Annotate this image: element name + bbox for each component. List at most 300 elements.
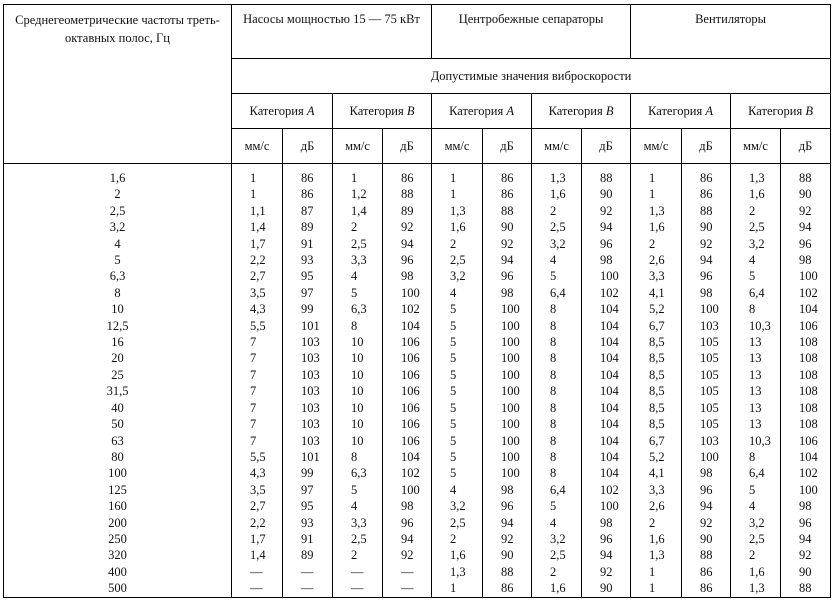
table-row bbox=[4, 449, 831, 465]
unit-header-mm-s: мм/с bbox=[232, 129, 283, 164]
velocity-mm-s-cell: 2,6 bbox=[631, 498, 682, 514]
velocity-mm-s-cell: 1 bbox=[333, 164, 383, 187]
velocity-db-cell: 87 bbox=[283, 203, 333, 219]
velocity-mm-s-cell: 7 bbox=[232, 400, 283, 416]
velocity-db-cell: — bbox=[283, 580, 333, 597]
velocity-db-cell: 104 bbox=[582, 400, 631, 416]
velocity-db-cell: 98 bbox=[682, 285, 731, 301]
velocity-db-cell: 103 bbox=[283, 433, 333, 449]
velocity-mm-s-cell: 3,3 bbox=[631, 268, 682, 284]
velocity-db-cell: 94 bbox=[781, 531, 831, 547]
velocity-db-cell: 108 bbox=[781, 400, 831, 416]
velocity-db-cell: 97 bbox=[283, 285, 333, 301]
table-row bbox=[4, 318, 831, 334]
velocity-mm-s-cell: 8,5 bbox=[631, 383, 682, 399]
velocity-mm-s-cell: 4 bbox=[532, 252, 582, 268]
velocity-db-cell: 94 bbox=[781, 219, 831, 235]
velocity-mm-s-cell: 6,4 bbox=[532, 285, 582, 301]
velocity-mm-s-cell: 3,3 bbox=[631, 482, 682, 498]
velocity-mm-s-cell: 1,6 bbox=[432, 219, 483, 235]
category-label: Категория bbox=[249, 103, 307, 118]
velocity-db-cell: 96 bbox=[682, 268, 731, 284]
category-letter: A bbox=[506, 103, 514, 118]
table-row bbox=[4, 400, 831, 416]
velocity-mm-s-cell: 1 bbox=[631, 564, 682, 580]
table-row bbox=[4, 236, 831, 252]
frequency-cell: 250 bbox=[4, 531, 232, 547]
unit-header-db: дБ bbox=[781, 129, 831, 164]
velocity-db-cell: 88 bbox=[781, 164, 831, 187]
velocity-mm-s-cell: 1,6 bbox=[432, 547, 483, 563]
velocity-mm-s-cell: 5 bbox=[432, 416, 483, 432]
velocity-db-cell: 108 bbox=[781, 334, 831, 350]
velocity-db-cell: 96 bbox=[483, 268, 532, 284]
velocity-db-cell: 94 bbox=[582, 547, 631, 563]
velocity-mm-s-cell: — bbox=[232, 564, 283, 580]
table-row bbox=[4, 416, 831, 432]
velocity-db-cell: — bbox=[383, 580, 432, 597]
velocity-mm-s-cell: 5,2 bbox=[631, 301, 682, 317]
velocity-db-cell: 105 bbox=[682, 334, 731, 350]
velocity-mm-s-cell: 3,2 bbox=[432, 498, 483, 514]
velocity-mm-s-cell: 5 bbox=[532, 498, 582, 514]
velocity-mm-s-cell: 10 bbox=[333, 400, 383, 416]
velocity-mm-s-cell: 4 bbox=[432, 482, 483, 498]
velocity-db-cell: 104 bbox=[582, 367, 631, 383]
unit-header-db: дБ bbox=[383, 129, 432, 164]
unit-header-db: дБ bbox=[283, 129, 333, 164]
velocity-db-cell: 106 bbox=[383, 367, 432, 383]
velocity-db-cell: 100 bbox=[483, 350, 532, 366]
velocity-mm-s-cell: 1,7 bbox=[232, 236, 283, 252]
velocity-mm-s-cell: 13 bbox=[731, 350, 781, 366]
velocity-db-cell: 102 bbox=[781, 285, 831, 301]
velocity-db-cell: 105 bbox=[682, 367, 731, 383]
frequency-cell: 50 bbox=[4, 416, 232, 432]
velocity-db-cell: 88 bbox=[383, 186, 432, 202]
velocity-mm-s-cell: 2 bbox=[532, 564, 582, 580]
velocity-mm-s-cell: 8 bbox=[731, 301, 781, 317]
velocity-db-cell: 93 bbox=[283, 252, 333, 268]
velocity-db-cell: 101 bbox=[283, 449, 333, 465]
velocity-mm-s-cell: 5 bbox=[333, 285, 383, 301]
velocity-mm-s-cell: 3,5 bbox=[232, 482, 283, 498]
velocity-mm-s-cell: 2 bbox=[731, 203, 781, 219]
velocity-db-cell: 98 bbox=[483, 285, 532, 301]
velocity-mm-s-cell: 1 bbox=[631, 186, 682, 202]
velocity-mm-s-cell: 1 bbox=[432, 186, 483, 202]
velocity-mm-s-cell: 7 bbox=[232, 433, 283, 449]
velocity-db-cell: 90 bbox=[781, 564, 831, 580]
velocity-mm-s-cell: 4 bbox=[432, 285, 483, 301]
velocity-db-cell: 94 bbox=[383, 236, 432, 252]
velocity-db-cell: 106 bbox=[781, 318, 831, 334]
velocity-db-cell: 106 bbox=[383, 350, 432, 366]
frequency-cell: 10 bbox=[4, 301, 232, 317]
velocity-mm-s-cell: — bbox=[232, 580, 283, 597]
velocity-db-cell: 103 bbox=[283, 334, 333, 350]
velocity-db-cell: 100 bbox=[582, 268, 631, 284]
table-row bbox=[4, 547, 831, 563]
frequency-cell: 12,5 bbox=[4, 318, 232, 334]
velocity-mm-s-cell: 10 bbox=[333, 334, 383, 350]
velocity-db-cell: 101 bbox=[283, 318, 333, 334]
velocity-mm-s-cell: 2 bbox=[432, 236, 483, 252]
table-row bbox=[4, 580, 831, 597]
velocity-mm-s-cell: 1,4 bbox=[232, 547, 283, 563]
velocity-db-cell: 103 bbox=[283, 367, 333, 383]
frequency-cell: 40 bbox=[4, 400, 232, 416]
frequency-cell: 63 bbox=[4, 433, 232, 449]
frequency-cell: 16 bbox=[4, 334, 232, 350]
velocity-mm-s-cell: 4,3 bbox=[232, 301, 283, 317]
velocity-db-cell: 90 bbox=[582, 580, 631, 597]
velocity-db-cell: 100 bbox=[483, 383, 532, 399]
velocity-db-cell: 103 bbox=[283, 350, 333, 366]
frequency-cell: 320 bbox=[4, 547, 232, 563]
velocity-db-cell: 95 bbox=[283, 268, 333, 284]
velocity-mm-s-cell: 2 bbox=[731, 547, 781, 563]
frequency-cell: 2 bbox=[4, 186, 232, 202]
velocity-mm-s-cell: 5 bbox=[432, 318, 483, 334]
velocity-mm-s-cell: 8,5 bbox=[631, 367, 682, 383]
velocity-db-cell: 91 bbox=[283, 531, 333, 547]
velocity-mm-s-cell: 2,5 bbox=[333, 531, 383, 547]
velocity-mm-s-cell: 1,6 bbox=[731, 564, 781, 580]
velocity-db-cell: 104 bbox=[582, 465, 631, 481]
velocity-db-cell: 102 bbox=[781, 465, 831, 481]
velocity-mm-s-cell: 8 bbox=[532, 334, 582, 350]
velocity-mm-s-cell: 2,5 bbox=[731, 531, 781, 547]
velocity-db-cell: 90 bbox=[483, 219, 532, 235]
velocity-mm-s-cell: 5 bbox=[432, 334, 483, 350]
category-header bbox=[532, 94, 631, 129]
velocity-mm-s-cell: 13 bbox=[731, 416, 781, 432]
velocity-mm-s-cell: 1,6 bbox=[532, 580, 582, 597]
velocity-mm-s-cell: 4 bbox=[532, 515, 582, 531]
velocity-db-cell: 96 bbox=[383, 252, 432, 268]
velocity-db-cell: 102 bbox=[582, 285, 631, 301]
velocity-mm-s-cell: 8 bbox=[532, 465, 582, 481]
velocity-db-cell: 104 bbox=[582, 416, 631, 432]
velocity-db-cell: 90 bbox=[582, 186, 631, 202]
velocity-mm-s-cell: 1,3 bbox=[731, 580, 781, 597]
velocity-db-cell: 96 bbox=[483, 498, 532, 514]
velocity-db-cell: 89 bbox=[283, 547, 333, 563]
table-row bbox=[4, 564, 831, 580]
velocity-db-cell: 104 bbox=[781, 449, 831, 465]
velocity-mm-s-cell: 10 bbox=[333, 367, 383, 383]
velocity-mm-s-cell: 1,4 bbox=[232, 219, 283, 235]
velocity-db-cell: 86 bbox=[483, 164, 532, 187]
velocity-mm-s-cell: 2,5 bbox=[432, 252, 483, 268]
velocity-db-cell: 94 bbox=[682, 498, 731, 514]
velocity-mm-s-cell: 7 bbox=[232, 350, 283, 366]
velocity-mm-s-cell: 4 bbox=[333, 498, 383, 514]
velocity-mm-s-cell: 1 bbox=[232, 164, 283, 187]
velocity-mm-s-cell: 5 bbox=[731, 268, 781, 284]
velocity-mm-s-cell: 4,1 bbox=[631, 465, 682, 481]
frequency-cell: 25 bbox=[4, 367, 232, 383]
category-label: Категория bbox=[449, 103, 507, 118]
table-row bbox=[4, 252, 831, 268]
velocity-mm-s-cell: 5 bbox=[731, 482, 781, 498]
category-letter: A bbox=[306, 103, 315, 118]
velocity-mm-s-cell: 5 bbox=[432, 367, 483, 383]
category-letter: B bbox=[805, 103, 814, 118]
group-header-pumps: Насосы мощностью 15 — 75 кВт bbox=[232, 5, 432, 59]
velocity-db-cell: 92 bbox=[483, 531, 532, 547]
frequency-cell: 200 bbox=[4, 515, 232, 531]
velocity-db-cell: 96 bbox=[383, 515, 432, 531]
velocity-mm-s-cell: 7 bbox=[232, 334, 283, 350]
velocity-db-cell: 108 bbox=[781, 416, 831, 432]
velocity-db-cell: — bbox=[383, 564, 432, 580]
table-row bbox=[4, 186, 831, 202]
velocity-mm-s-cell: 8 bbox=[731, 449, 781, 465]
velocity-mm-s-cell: 6,4 bbox=[731, 285, 781, 301]
frequency-cell: 6,3 bbox=[4, 268, 232, 284]
velocity-db-cell: 98 bbox=[682, 465, 731, 481]
table-row bbox=[4, 498, 831, 514]
velocity-db-cell: 91 bbox=[283, 236, 333, 252]
table-row bbox=[4, 164, 831, 187]
velocity-db-cell: 95 bbox=[283, 498, 333, 514]
velocity-db-cell: 86 bbox=[682, 564, 731, 580]
frequency-cell: 4 bbox=[4, 236, 232, 252]
velocity-mm-s-cell: 2,2 bbox=[232, 515, 283, 531]
table-row bbox=[4, 203, 831, 219]
velocity-db-cell: 90 bbox=[781, 186, 831, 202]
velocity-mm-s-cell: 2 bbox=[432, 531, 483, 547]
category-label: Категория bbox=[748, 103, 806, 118]
velocity-db-cell: 86 bbox=[483, 186, 532, 202]
velocity-db-cell: 97 bbox=[283, 482, 333, 498]
velocity-db-cell: 106 bbox=[383, 433, 432, 449]
velocity-db-cell: 103 bbox=[682, 318, 731, 334]
velocity-db-cell: 94 bbox=[483, 515, 532, 531]
velocity-db-cell: 88 bbox=[582, 164, 631, 187]
frequency-cell: 160 bbox=[4, 498, 232, 514]
velocity-db-cell: 106 bbox=[383, 383, 432, 399]
category-label: Категория bbox=[349, 103, 407, 118]
velocity-mm-s-cell: 1,6 bbox=[532, 186, 582, 202]
velocity-mm-s-cell: 6,7 bbox=[631, 318, 682, 334]
frequency-cell: 5 bbox=[4, 252, 232, 268]
velocity-mm-s-cell: 1,3 bbox=[532, 164, 582, 187]
unit-header-db: дБ bbox=[582, 129, 631, 164]
velocity-mm-s-cell: 6,7 bbox=[631, 433, 682, 449]
table-row bbox=[4, 465, 831, 481]
velocity-db-cell: 100 bbox=[483, 334, 532, 350]
velocity-mm-s-cell: 5 bbox=[432, 350, 483, 366]
velocity-db-cell: 99 bbox=[283, 465, 333, 481]
table-row bbox=[4, 268, 831, 284]
velocity-mm-s-cell: 6,3 bbox=[333, 465, 383, 481]
table-row bbox=[4, 515, 831, 531]
velocity-mm-s-cell: 3,3 bbox=[333, 252, 383, 268]
velocity-mm-s-cell: 1 bbox=[631, 164, 682, 187]
velocity-mm-s-cell: 1,4 bbox=[333, 203, 383, 219]
unit-header-mm-s: мм/с bbox=[333, 129, 383, 164]
velocity-db-cell: 98 bbox=[383, 268, 432, 284]
category-header bbox=[232, 94, 333, 129]
velocity-mm-s-cell: 3,2 bbox=[532, 531, 582, 547]
velocity-db-cell: 98 bbox=[582, 515, 631, 531]
velocity-mm-s-cell: 5 bbox=[333, 482, 383, 498]
velocity-mm-s-cell: — bbox=[333, 580, 383, 597]
frequency-cell: 400 bbox=[4, 564, 232, 580]
velocity-mm-s-cell: 5,5 bbox=[232, 318, 283, 334]
velocity-mm-s-cell: 2 bbox=[631, 236, 682, 252]
velocity-mm-s-cell: 8 bbox=[532, 350, 582, 366]
velocity-db-cell: 98 bbox=[781, 498, 831, 514]
velocity-mm-s-cell: 2,5 bbox=[333, 236, 383, 252]
velocity-mm-s-cell: 1 bbox=[232, 186, 283, 202]
velocity-db-cell: 88 bbox=[682, 203, 731, 219]
velocity-mm-s-cell: 10,3 bbox=[731, 433, 781, 449]
velocity-db-cell: 105 bbox=[682, 350, 731, 366]
velocity-mm-s-cell: 5 bbox=[432, 449, 483, 465]
unit-header-db: дБ bbox=[483, 129, 532, 164]
velocity-mm-s-cell: 8 bbox=[333, 449, 383, 465]
velocity-db-cell: 104 bbox=[383, 318, 432, 334]
velocity-db-cell: 86 bbox=[483, 580, 532, 597]
velocity-mm-s-cell: 2,7 bbox=[232, 268, 283, 284]
velocity-db-cell: 108 bbox=[781, 350, 831, 366]
velocity-mm-s-cell: 6,3 bbox=[333, 301, 383, 317]
velocity-mm-s-cell: 1,3 bbox=[432, 203, 483, 219]
velocity-mm-s-cell: 2,5 bbox=[432, 515, 483, 531]
velocity-db-cell: 96 bbox=[682, 482, 731, 498]
velocity-mm-s-cell: 2,5 bbox=[731, 219, 781, 235]
velocity-mm-s-cell: 8 bbox=[532, 367, 582, 383]
velocity-mm-s-cell: 6,4 bbox=[532, 482, 582, 498]
table-row bbox=[4, 301, 831, 317]
velocity-mm-s-cell: 2 bbox=[333, 547, 383, 563]
velocity-mm-s-cell: 8 bbox=[532, 318, 582, 334]
velocity-db-cell: 104 bbox=[582, 433, 631, 449]
velocity-mm-s-cell: 3,2 bbox=[532, 236, 582, 252]
velocity-db-cell: 86 bbox=[283, 164, 333, 187]
velocity-db-cell: 86 bbox=[682, 164, 731, 187]
velocity-db-cell: 104 bbox=[582, 334, 631, 350]
velocity-mm-s-cell: 8 bbox=[532, 400, 582, 416]
unit-header-mm-s: мм/с bbox=[532, 129, 582, 164]
velocity-db-cell: 104 bbox=[582, 318, 631, 334]
velocity-db-cell: 96 bbox=[781, 515, 831, 531]
velocity-mm-s-cell: 13 bbox=[731, 383, 781, 399]
frequency-cell: 2,5 bbox=[4, 203, 232, 219]
velocity-db-cell: 89 bbox=[283, 219, 333, 235]
velocity-db-cell: 88 bbox=[483, 564, 532, 580]
velocity-db-cell: 105 bbox=[682, 400, 731, 416]
velocity-db-cell: — bbox=[283, 564, 333, 580]
table-row bbox=[4, 350, 831, 366]
velocity-mm-s-cell: 5 bbox=[432, 301, 483, 317]
velocity-mm-s-cell: 3,2 bbox=[731, 236, 781, 252]
velocity-mm-s-cell: 13 bbox=[731, 367, 781, 383]
velocity-mm-s-cell: 13 bbox=[731, 334, 781, 350]
velocity-db-cell: 106 bbox=[383, 416, 432, 432]
velocity-mm-s-cell: 2 bbox=[631, 515, 682, 531]
velocity-mm-s-cell: 8 bbox=[532, 383, 582, 399]
velocity-db-cell: 98 bbox=[781, 252, 831, 268]
velocity-mm-s-cell: 1 bbox=[432, 580, 483, 597]
velocity-mm-s-cell: 5,2 bbox=[631, 449, 682, 465]
unit-header-mm-s: мм/с bbox=[432, 129, 483, 164]
vibration-table-container bbox=[3, 4, 830, 614]
velocity-db-cell: 105 bbox=[682, 416, 731, 432]
velocity-mm-s-cell: 5 bbox=[432, 433, 483, 449]
frequency-column-header: Среднегеометрические частоты треть-октавных полос, Гц bbox=[4, 5, 232, 164]
velocity-mm-s-cell: 4,3 bbox=[232, 465, 283, 481]
velocity-mm-s-cell: 4 bbox=[731, 252, 781, 268]
table-row bbox=[4, 285, 831, 301]
velocity-mm-s-cell: 1,7 bbox=[232, 531, 283, 547]
velocity-db-cell: 90 bbox=[483, 547, 532, 563]
velocity-db-cell: 100 bbox=[781, 268, 831, 284]
velocity-mm-s-cell: 8 bbox=[532, 416, 582, 432]
velocity-mm-s-cell: 4 bbox=[333, 268, 383, 284]
category-letter: A bbox=[705, 103, 713, 118]
velocity-mm-s-cell: 1,3 bbox=[631, 547, 682, 563]
velocity-db-cell: 102 bbox=[383, 465, 432, 481]
velocity-db-cell: 104 bbox=[582, 383, 631, 399]
velocity-mm-s-cell: — bbox=[333, 564, 383, 580]
table-row bbox=[4, 433, 831, 449]
velocity-mm-s-cell: 5 bbox=[432, 465, 483, 481]
group-header-fans: Вентиляторы bbox=[631, 5, 831, 59]
velocity-db-cell: 104 bbox=[582, 350, 631, 366]
velocity-mm-s-cell: 5 bbox=[532, 268, 582, 284]
velocity-mm-s-cell: 3,5 bbox=[232, 285, 283, 301]
velocity-mm-s-cell: 8,5 bbox=[631, 334, 682, 350]
velocity-mm-s-cell: 1,3 bbox=[731, 164, 781, 187]
velocity-mm-s-cell: 1,3 bbox=[432, 564, 483, 580]
velocity-db-cell: 92 bbox=[781, 547, 831, 563]
velocity-db-cell: 100 bbox=[483, 400, 532, 416]
velocity-db-cell: 108 bbox=[781, 367, 831, 383]
velocity-mm-s-cell: 1,3 bbox=[631, 203, 682, 219]
category-header bbox=[631, 94, 731, 129]
velocity-db-cell: 92 bbox=[781, 203, 831, 219]
velocity-db-cell: 90 bbox=[682, 219, 731, 235]
velocity-db-cell: 92 bbox=[582, 564, 631, 580]
table-body bbox=[4, 164, 831, 598]
velocity-db-cell: 106 bbox=[383, 400, 432, 416]
allowed-values-header: Допустимые значения виброскорости bbox=[232, 59, 831, 94]
table-row bbox=[4, 334, 831, 350]
velocity-db-cell: 104 bbox=[582, 301, 631, 317]
velocity-db-cell: 94 bbox=[582, 219, 631, 235]
velocity-mm-s-cell: 2,5 bbox=[532, 219, 582, 235]
velocity-mm-s-cell: 8,5 bbox=[631, 400, 682, 416]
table-row bbox=[4, 383, 831, 399]
velocity-mm-s-cell: 1,6 bbox=[631, 531, 682, 547]
table-header bbox=[4, 5, 831, 164]
velocity-db-cell: 100 bbox=[682, 301, 731, 317]
velocity-db-cell: 100 bbox=[781, 482, 831, 498]
velocity-db-cell: 92 bbox=[383, 219, 432, 235]
velocity-db-cell: 100 bbox=[483, 416, 532, 432]
velocity-mm-s-cell: 1,6 bbox=[731, 186, 781, 202]
velocity-mm-s-cell: 6,4 bbox=[731, 465, 781, 481]
velocity-mm-s-cell: 5 bbox=[432, 383, 483, 399]
table-row bbox=[4, 367, 831, 383]
velocity-db-cell: 100 bbox=[483, 465, 532, 481]
velocity-db-cell: 92 bbox=[682, 515, 731, 531]
